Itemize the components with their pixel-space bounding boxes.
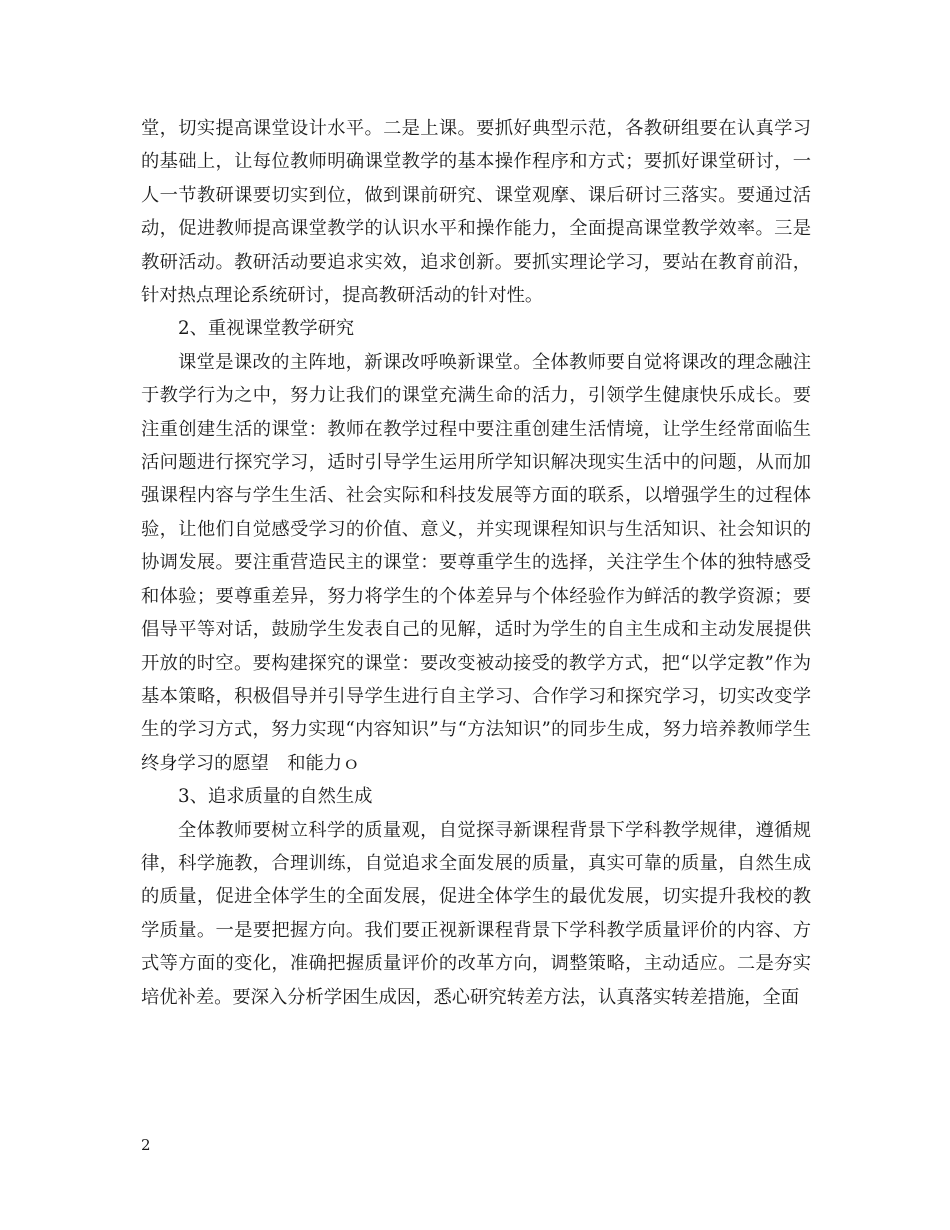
page-number: 2 xyxy=(141,1136,151,1154)
document-body xyxy=(141,112,811,1014)
paragraph-quality: 全体教师要树立科学的质量观，自觉探寻新课程背景下学科教学规律，遵循规律，科学施教，合理训练，自觉追求全面发展的质量，真实可靠的质量，自然生成的质量，促进全体学生的全面发展，促进全体学生的最优发展，切实提升我校的教学质量。一是要把握方向。我们要正视新课程背景下学科教学质量评价的内容、方式等方面的变化，准确把握质量评价的改革方向，调整策略，主动适应。二是夯实培优补差。要深入分析学困生成因，悉心研究转差方法，认真落实转差措施，全面 xyxy=(141,819,811,1008)
paragraph-continuation: 堂，切实提高课堂设计水平。二是上课。要抓好典型示范，各教研组要在认真学习的基础上，让每位教师明确课堂教学的基本操作程序和方式；要抓好课堂研讨，一人一节教研课要切实到位，做到课前研究、课堂观摩、课后研讨三落实。要通过活动，促进教师提高课堂教学的认识水平和操作能力，全面提高课堂教学效率。三是教研活动。教研活动要追求实效，追求创新。要抓实理论学习，要站在教育前沿，针对热点理论系统研讨，提高教研活动的针对性。 xyxy=(141,118,811,307)
section-heading-2: 2、重视课堂教学研究 xyxy=(178,318,355,340)
paragraph-classroom-research: 课堂是课改的主阵地，新课改呼唤新课堂。全体教师要自觉将课改的理念融注于教学行为之中，努力让我们的课堂充满生命的活力，引领学生健康快乐成长。要注重创建生活的课堂：教师在教学过程中要注重创建生活情境，让学生经常面临生活问题进行探究学习，适时引导学生运用所学知识解决现实生活中的问题，从而加强课程内容与学生生活、社会实际和科技发展等方面的联系，以增强学生的过程体验，让他们自觉感受学习的价值、意义，并实现课程知识与生活知识、社会知识的协调发展。要注重营造民主的课堂：要尊重学生的选择，关注学生个体的独特感受和体验；要尊重差异，努力将学生的个体差异与个体经验作为鲜活的教学资源；要倡导平等对话，鼓励学生发表自己的见解，适时为学生的自主生成和主动发展提供开放的时空。要构建探究的课堂：要改变被动接受的教学方式，把“以学定教”作为基本策略，积极倡导并引导学生进行自主学习、合作学习和探究学习，切实改变学生的学习方式，努力实现“内容知识”与“方法知识”的同步生成，努力培养教师学生终身学习的愿望 和能力ｏ xyxy=(141,351,811,774)
section-heading-3: 3、追求质量的自然生成 xyxy=(178,786,373,808)
